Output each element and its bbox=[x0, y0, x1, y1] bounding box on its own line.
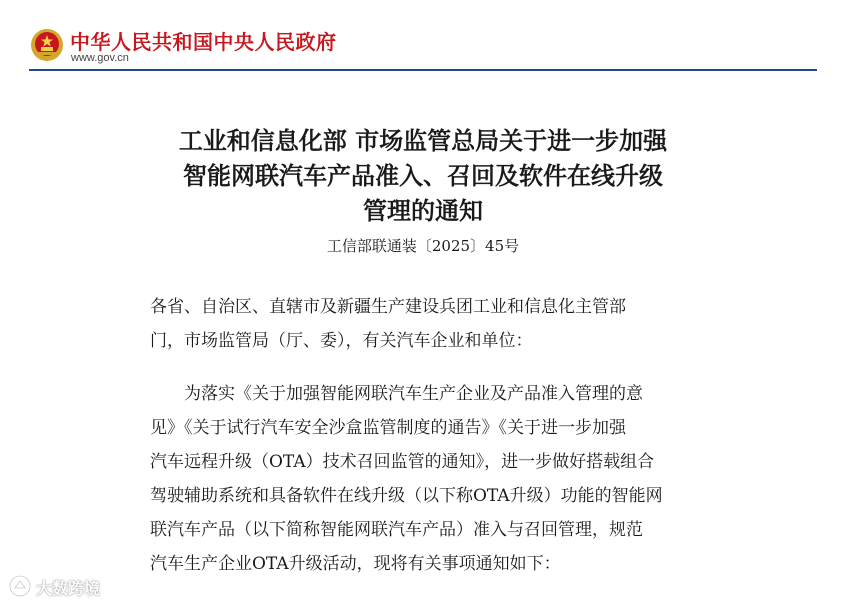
title-line: 智能网联汽车产品准入、召回及软件在线升级 bbox=[183, 162, 663, 190]
national-emblem-icon[interactable] bbox=[30, 28, 64, 62]
body-paragraph bbox=[150, 377, 710, 581]
watermark-logo-icon bbox=[8, 574, 32, 598]
site-domain[interactable]: www.gov.cn bbox=[71, 52, 129, 64]
title-line: 工业和信息化部 市场监管总局关于进一步加强 bbox=[178, 127, 668, 155]
paragraph-line: 驾驶辅助系统和具备软件在线升级（以下称OTA升级）功能的智能网 bbox=[150, 486, 663, 506]
watermark bbox=[8, 572, 118, 600]
site-name[interactable]: 中华人民共和国中央人民政府 bbox=[70, 30, 337, 54]
document-title bbox=[0, 124, 846, 229]
salutation bbox=[150, 290, 710, 358]
watermark-text: 大数跨境 bbox=[36, 579, 101, 598]
paragraph-line: 联汽车产品（以下简称智能网联汽车产品）准入与召回管理，规范 bbox=[150, 520, 643, 540]
header-divider bbox=[29, 69, 817, 71]
site-header bbox=[0, 0, 846, 72]
title-line: 管理的通知 bbox=[363, 197, 483, 225]
paragraph-line: 汽车生产企业OTA升级活动，现将有关事项通知如下： bbox=[150, 554, 561, 574]
salutation-line: 各省、自治区、直辖市及新疆生产建设兵团工业和信息化主管部 bbox=[150, 297, 626, 317]
document-number: 工信部联通装〔2025〕45号 bbox=[326, 237, 520, 255]
paragraph-line: 见》《关于试行汽车安全沙盒监管制度的通告》《关于进一步加强 bbox=[150, 418, 626, 438]
salutation-line: 门，市场监管局（厅、委），有关汽车企业和单位： bbox=[150, 331, 533, 351]
paragraph-line: 汽车远程升级（OTA）技术召回监管的通知》，进一步做好搭载组合 bbox=[150, 452, 655, 472]
paragraph-line: 为落实《关于加强智能网联汽车生产企业及产品准入管理的意 bbox=[184, 384, 643, 404]
